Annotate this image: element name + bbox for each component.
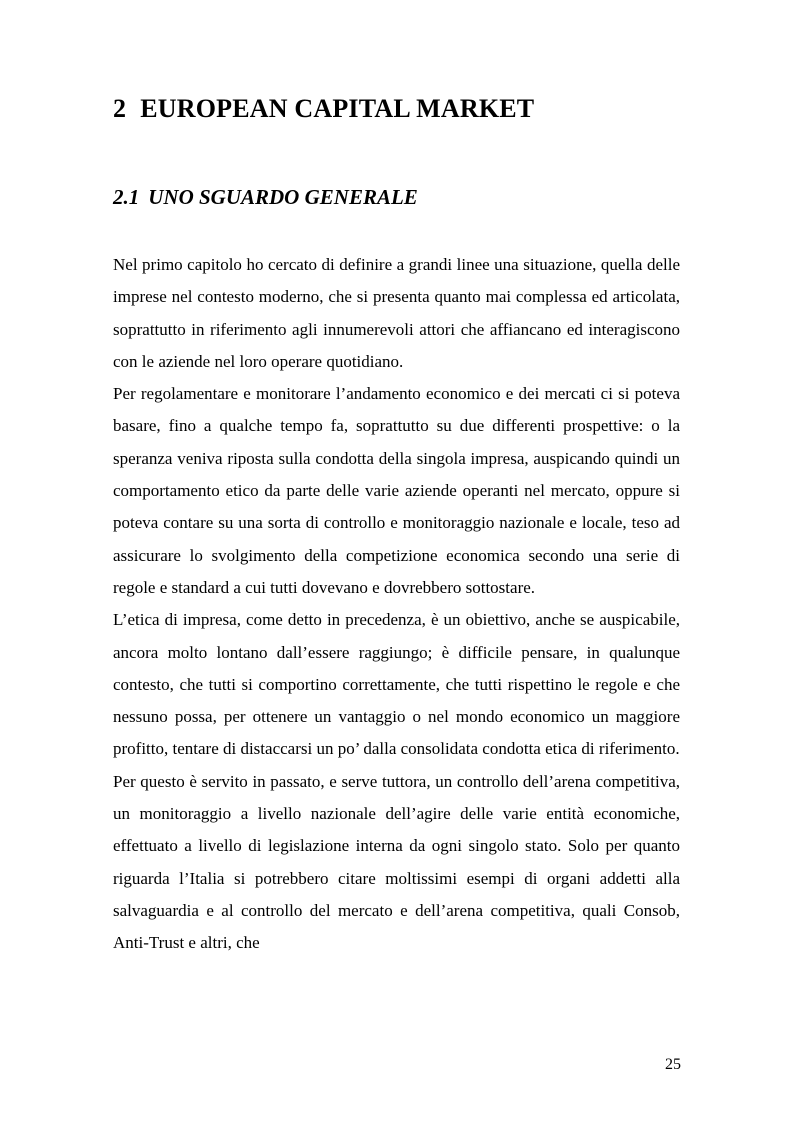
chapter-number: 2 xyxy=(113,94,127,123)
paragraph: Per regolamentare e monitorare l’andamento economico e dei mercati ci si poteva basare, fino a qualche tempo fa, soprattutto su due differenti prospettive: o la speranza veniva riposta sulla condotta della singola impresa, auspicando quindi un comportamento etico da parte delle varie aziende operanti nel mercato, oppure si poteva contare su una sorta di controllo e monitoraggio nazionale e locale, teso ad assicurare lo svolgimento della competizione economica secondo una serie di regole e standard a cui tutti dovevano e dovrebbero sottostare. xyxy=(113,384,680,597)
paragraph: Per questo è servito in passato, e serve tuttora, un controllo dell’arena competitiva, un monitoraggio a livello nazionale dell’agire delle varie entità economiche, effettuato a livello di legislazione interna da ogni singolo stato. Solo per quanto riguarda l’Italia si potrebbero citare moltissimi esempi di organi addetti alla salvaguardia e al controllo del mercato e dell’arena competitiva, quali Consob, Anti-Trust e altri, che xyxy=(113,771,680,953)
chapter-title-text: EUROPEAN CAPITAL MARKET xyxy=(140,94,535,123)
chapter-title xyxy=(113,94,534,124)
section-title-text: UNO SGUARDO GENERALE xyxy=(148,185,418,209)
section-title xyxy=(113,185,418,210)
section-number: 2.1 xyxy=(113,185,140,209)
paragraph: Nel primo capitolo ho cercato di definire a grandi linee una situazione, quella delle imprese nel contesto moderno, che si presenta quanto mai complessa ed articolata, soprattutto in riferimento agli innumerevoli attori che affiancano ed interagiscono con le aziende nel loro operare quotidiano. xyxy=(113,255,680,371)
body-text xyxy=(113,249,680,960)
page-number: 25 xyxy=(665,1056,681,1073)
paragraph: L’etica di impresa, come detto in precedenza, è un obiettivo, anche se auspicabile, ancora molto lontano dall’essere raggiungo; è difficile pensare, in qualunque contesto, che tutti si comportino correttamente, che tutti rispettino le regole e che nessuno possa, per ottenere un vantaggio o nel mondo economico un maggiore profitto, tentare di distaccarsi un po’ dalla consolidata condotta etica di riferimento. xyxy=(113,610,680,759)
